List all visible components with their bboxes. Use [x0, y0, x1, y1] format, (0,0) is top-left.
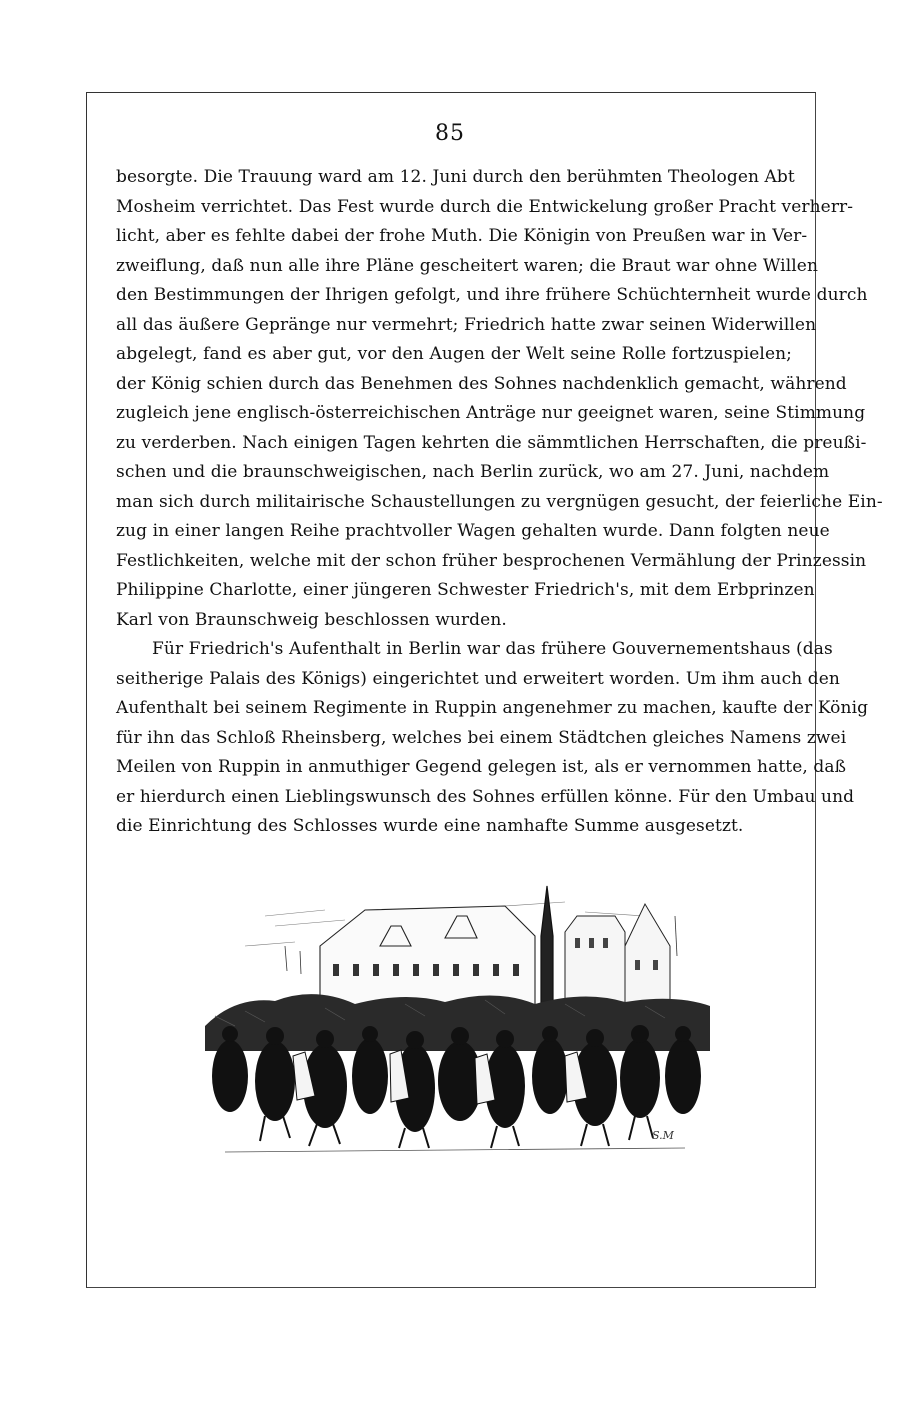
text-line: der König schien durch das Benehmen des Sohnes nachdenklich gemacht, während [116, 373, 847, 394]
text-line: er hierdurch einen Lieblingswunsch des Sohnes erfüllen könne. Für den Umbau und [116, 786, 855, 807]
text-line: den Bestimmungen der Ihrigen gefolgt, und ihre frühere Schüchternheit wurde durch [116, 285, 868, 305]
body-text [116, 163, 883, 842]
text-line: Für Friedrich's Aufenthalt in Berlin war das frühere Gouvernementshaus (das [152, 639, 833, 659]
text-line: Karl von Braunschweig beschlossen wurden. [116, 609, 507, 630]
text-line: die Einrichtung des Schlosses wurde eine namhafte Summe ausgesetzt. [116, 816, 744, 836]
text-line: all das äußere Gepränge nur vermehrt; Friedrich hatte zwar seinen Widerwillen [116, 314, 817, 335]
text-line: seitherige Palais des Königs) eingerichtet und erweitert worden. Um ihm auch den [116, 668, 840, 689]
illustration-signature: S.M [652, 1129, 674, 1142]
crowd-engraving [205, 876, 710, 1158]
text-line: für ihn das Schloß Rheinsberg, welches bei einem Städtchen gleiches Namens zwei [116, 727, 847, 748]
text-line: abgelegt, fand es aber gut, vor den Augen der Welt seine Rolle fortzuspielen; [116, 344, 792, 364]
paragraph-1 [116, 163, 883, 635]
text-line: schen und die braunschweigischen, nach Berlin zurück, wo am 27. Juni, nachdem [116, 462, 830, 482]
text-line: Festlichkeiten, welche mit der schon früher besprochenen Vermählung der Prinzessin [116, 550, 867, 571]
text-line: besorgte. Die Trauung ward am 12. Juni durch den berühmten Theologen Abt [116, 167, 795, 187]
text-line: zweiflung, daß nun alle ihre Pläne gescheitert waren; die Braut war ohne Willen [116, 255, 818, 276]
text-line: Philippine Charlotte, einer jüngeren Schwester Friedrich's, mit dem Erbprinzen [116, 580, 815, 600]
text-line: Aufenthalt bei seinem Regimente in Ruppin angenehmer zu machen, kaufte der König [116, 698, 869, 718]
text-line: zu verderben. Nach einigen Tagen kehrten die sämmtlichen Herrschaften, die preußi- [116, 432, 867, 453]
page-number: 85 [435, 121, 465, 146]
text-line: licht, aber es fehlte dabei der frohe Muth. Die Königin von Preußen war in Ver- [116, 226, 808, 246]
paragraph-2 [116, 635, 869, 842]
text-line: zug in einer langen Reihe prachtvoller Wagen gehalten wurde. Dann folgten neue [116, 521, 830, 541]
text-line: man sich durch militairische Schaustellungen zu vergnügen gesucht, der feierliche Ein- [116, 491, 883, 512]
text-line: Meilen von Ruppin in anmuthiger Gegend gelegen ist, als er vernommen hatte, daß [116, 757, 847, 777]
text-line: zugleich jene englisch-österreichischen Anträge nur geeignet waren, seine Stimmung [116, 403, 866, 423]
text-line: Mosheim verrichtet. Das Fest wurde durch die Entwickelung großer Pracht verherr- [116, 196, 854, 217]
